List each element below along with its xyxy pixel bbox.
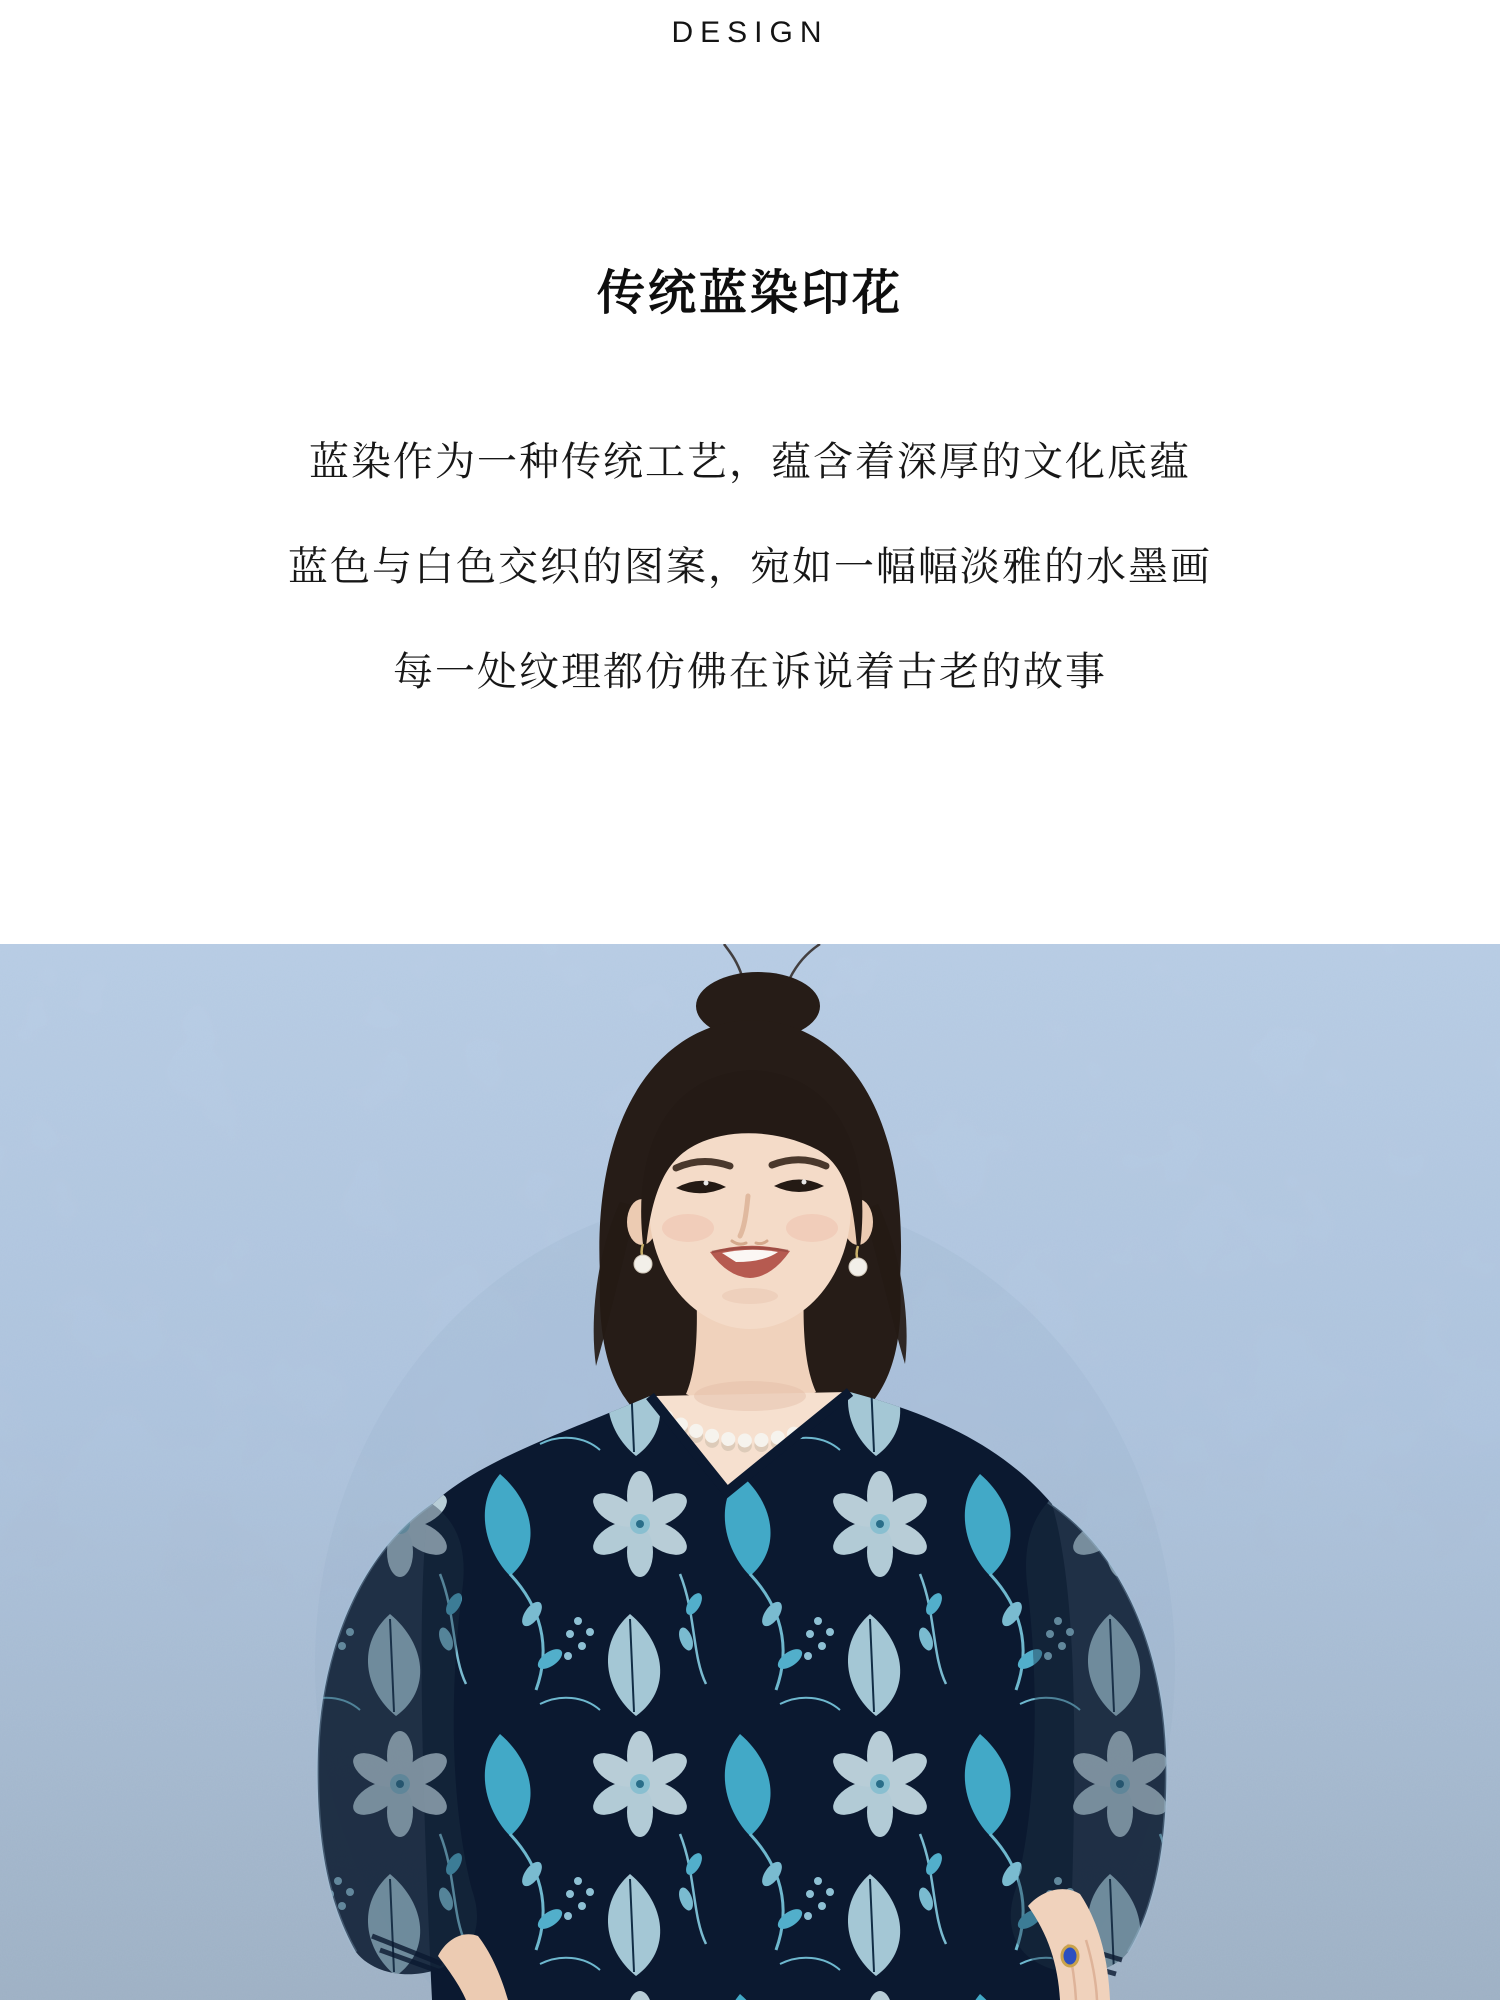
floral-dress (422, 1392, 1075, 2000)
section-eyebrow-label: DESIGN (671, 16, 829, 49)
description-line-3: 每一处纹理都仿佛在诉说着古老的故事 (393, 650, 1107, 694)
ring (1062, 1946, 1078, 1966)
description-line-1: 蓝染作为一种传统工艺，蕴含着深厚的文化底蕴 (309, 440, 1191, 484)
model-photo (0, 944, 1500, 2000)
section-title: 传统蓝染印花 (596, 267, 903, 320)
description-line-2: 蓝色与白色交织的图案，宛如一幅幅淡雅的水墨画 (288, 545, 1212, 589)
